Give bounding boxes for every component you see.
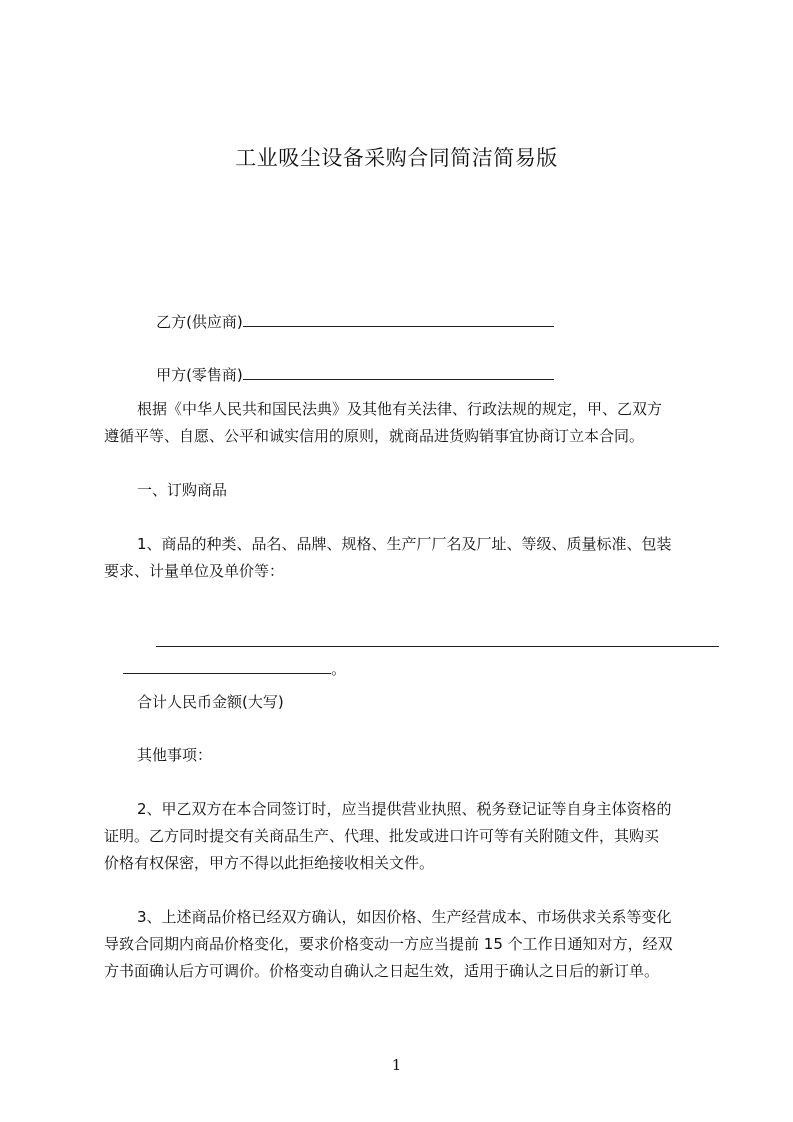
clause2-line-3: 价格有权保密，甲方不得以此拒绝接收相关文件。 xyxy=(104,854,435,872)
clause1-line-1: 1、商品的种类、品名、品牌、规格、生产厂厂名及厂址、等级、质量标准、包装 xyxy=(137,535,672,553)
party-b-line xyxy=(137,292,554,352)
party-a-blank xyxy=(243,365,554,380)
party-b-label: 乙方(供应商) xyxy=(156,313,243,331)
other-matters-label: 其他事项： xyxy=(137,746,213,764)
clause2-line-2: 证明。乙方同时提交有关商品生产、代理、批发或进口许可等有关附随文件，其购买 xyxy=(104,827,660,845)
section1-heading: 一、订购商品 xyxy=(137,481,228,499)
clause2-line-1: 2、甲乙双方在本合同签订时，应当提供营业执照、税务登记证等自身主体资格的 xyxy=(137,800,672,818)
party-a-label: 甲方(零售商) xyxy=(156,366,243,384)
clause3-line-2: 导致合同期内商品价格变化，要求价格变动一方应当提前 15 个工作日通知对方，经双 xyxy=(104,935,673,953)
product-blank-2 xyxy=(123,659,331,674)
clause1-line-2: 要求、计量单位及单价等： xyxy=(104,562,285,580)
party-a-line xyxy=(137,345,554,405)
document-title: 工业吸尘设备采购合同简洁简易版 xyxy=(235,146,558,170)
intro-line-1: 根据《中华人民共和国民法典》及其他有关法律、行政法规的规定，甲、乙双方 xyxy=(137,400,663,418)
clause3-line-1: 3、上述商品价格已经双方确认，如因价格、生产经营成本、市场供求关系等变化 xyxy=(137,908,672,926)
clause3-line-3: 方书面确认后方可调价。价格变动自确认之日起生效，适用于确认之日后的新订单。 xyxy=(104,962,660,980)
intro-line-2: 遵循平等、自愿、公平和诚实信用的原则，就商品进货购销事宜协商订立本合同。 xyxy=(104,427,645,445)
party-b-blank xyxy=(243,312,554,327)
total-amount-label: 合计人民币金额(大写) xyxy=(137,693,284,711)
page-number: 1 xyxy=(391,1056,402,1074)
blank-end-mark: 。 xyxy=(331,660,347,678)
product-blank-line-2 xyxy=(104,639,346,699)
